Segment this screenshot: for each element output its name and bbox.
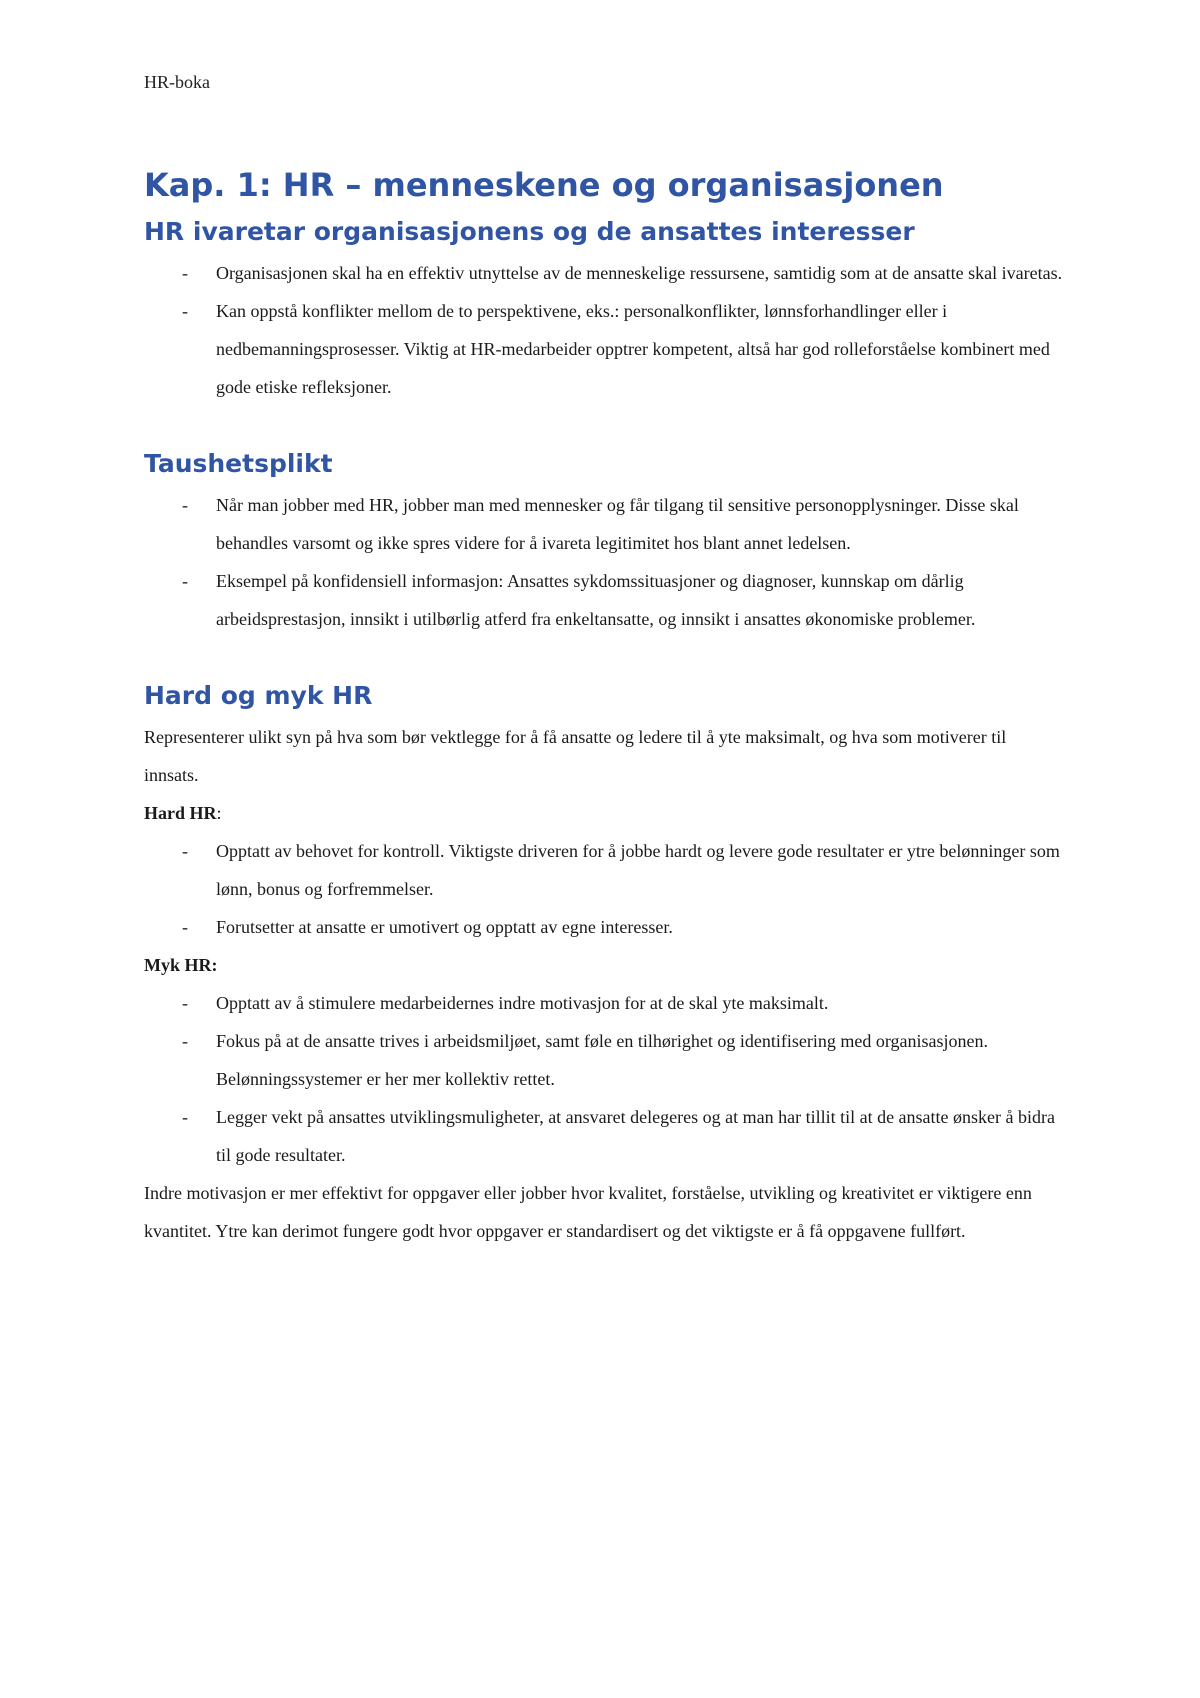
list-item xyxy=(144,832,1064,908)
bullet-marker: - xyxy=(182,993,188,1013)
section-heading-confidentiality: Taushetsplikt xyxy=(144,449,333,478)
list-item-text: Fokus på at de ansatte trives i arbeidsmiljøet, samt føle en tilhørighet og identifisering med organisasjonen. Belønningssystemer er her mer kollektiv rettet. xyxy=(216,1031,988,1089)
list-item-text: Organisasjonen skal ha en effektiv utnyttelse av de menneskelige ressursene, samtidig som at de ansatte skal ivaretas. xyxy=(216,263,1063,283)
bullet-marker: - xyxy=(182,841,188,861)
list-item xyxy=(144,984,1064,1022)
list-item xyxy=(144,1098,1064,1174)
list-item-text: Når man jobber med HR, jobber man med mennesker og får tilgang til sensitive personopplysninger. Disse skal behandles varsomt og ikke spres videre for å ivareta legitimitet hos blant annet ledelsen. xyxy=(216,495,1019,553)
bullet-marker: - xyxy=(182,1031,188,1051)
list-item-text: Legger vekt på ansattes utviklingsmuligheter, at ansvaret delegeres og at man har tillit til at de ansatte ønsker å bidra til gode resultater. xyxy=(216,1107,1055,1165)
chapter-title: Kap. 1: HR – menneskene og organisasjonen xyxy=(144,166,944,204)
bullet-marker: - xyxy=(182,917,188,937)
hard-hr-colon: : xyxy=(216,803,222,823)
bullet-marker: - xyxy=(182,263,188,283)
list-item xyxy=(144,292,1064,406)
page-header: HR-boka xyxy=(144,72,210,92)
bullet-marker: - xyxy=(182,571,188,591)
intro-paragraph: Representerer ulikt syn på hva som bør vektlegge for å få ansatte og ledere til å yte maksimalt, og hva som motiverer til innsats. xyxy=(144,727,1007,785)
bullet-marker: - xyxy=(182,301,188,321)
bullet-list-confidentiality xyxy=(144,486,1064,638)
soft-hr-label-text: Myk HR: xyxy=(144,955,218,975)
section-heading-hard-soft-hr: Hard og myk HR xyxy=(144,681,373,710)
bullet-marker: - xyxy=(182,1107,188,1127)
list-item-text: Opptatt av å stimulere medarbeidernes indre motivasjon for at de skal yte maksimalt. xyxy=(216,993,829,1013)
bullet-marker: - xyxy=(182,495,188,515)
document-body xyxy=(144,162,1064,1250)
list-item xyxy=(144,1022,1064,1098)
hard-hr-label xyxy=(144,794,1064,832)
soft-hr-label xyxy=(144,946,1064,984)
list-item xyxy=(144,254,1064,292)
hard-hr-label-text: Hard HR xyxy=(144,803,217,823)
closing-paragraph: Indre motivasjon er mer effektivt for oppgaver eller jobber hvor kvalitet, forståelse, utvikling og kreativitet er viktigere enn kvantitet. Ytre kan derimot fungere godt hvor oppgaver er standardisert og det viktigste er å få oppgavene fullført. xyxy=(144,1183,1032,1241)
section-heading-interests: HR ivaretar organisasjonens og de ansattes interesser xyxy=(144,217,915,246)
bullet-list-interests xyxy=(144,254,1064,406)
bullet-list-hard-hr xyxy=(144,832,1064,946)
list-item-text: Forutsetter at ansatte er umotivert og opptatt av egne interesser. xyxy=(216,917,673,937)
list-item-text: Opptatt av behovet for kontroll. Viktigste driveren for å jobbe hardt og levere gode resultater er ytre belønninger som lønn, bonus og forfremmelser. xyxy=(216,841,1060,899)
list-item-text: Kan oppstå konflikter mellom de to perspektivene, eks.: personalkonflikter, lønnsforhandlinger eller i nedbemanningsprosesser. Viktig at HR-medarbeider opptrer kompetent, altså har god rolleforståelse kombinert med gode etiske refleksjoner. xyxy=(216,301,1050,397)
list-item xyxy=(144,908,1064,946)
list-item xyxy=(144,486,1064,562)
bullet-list-soft-hr xyxy=(144,984,1064,1174)
list-item xyxy=(144,562,1064,638)
list-item-text: Eksempel på konfidensiell informasjon: Ansattes sykdomssituasjoner og diagnoser, kunnskap om dårlig arbeidsprestasjon, innsikt i utilbørlig atferd fra enkeltansatte, og innsikt i ansattes økonomiske problemer. xyxy=(216,571,976,629)
